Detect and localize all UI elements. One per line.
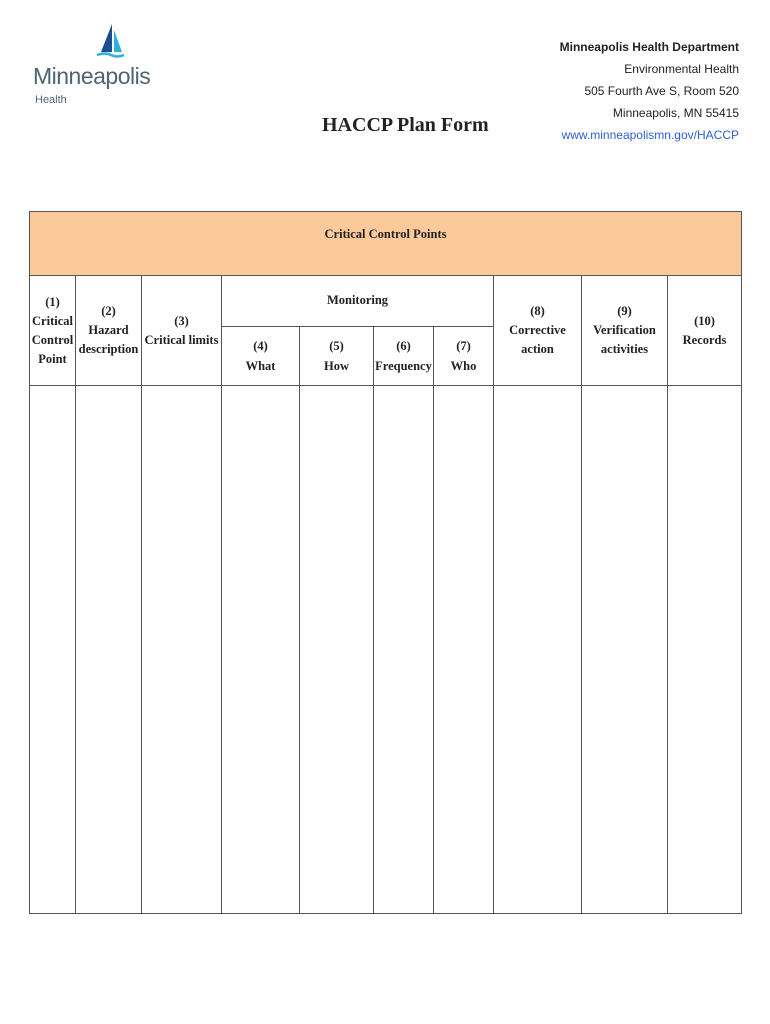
cell-critical-control-point[interactable]	[30, 386, 76, 914]
column-number: (2)	[101, 304, 116, 318]
column-label: Records	[682, 332, 727, 347]
column-label: Critical	[32, 313, 73, 328]
column-label: description	[78, 342, 139, 356]
critical-control-points-header	[30, 212, 742, 276]
band-title: Critical Control Points	[324, 227, 447, 241]
column-header-verification-activities	[582, 276, 668, 386]
column-header-critical-control-point	[30, 276, 76, 386]
column-number: (9)	[617, 304, 632, 318]
column-number: (7)	[456, 339, 471, 353]
column-header-frequency	[374, 327, 434, 386]
column-label: Hazard	[88, 323, 129, 337]
cell-who[interactable]	[434, 386, 494, 914]
column-label: Corrective action	[509, 323, 566, 356]
column-label: How	[324, 359, 349, 373]
cell-critical-limits[interactable]	[142, 386, 222, 914]
cell-what[interactable]	[222, 386, 300, 914]
column-number: (10)	[694, 313, 715, 328]
department-address	[560, 36, 739, 146]
column-header-who	[434, 327, 494, 386]
cell-how[interactable]	[300, 386, 374, 914]
column-header-critical-limits	[142, 276, 222, 386]
haccp-plan-table	[29, 211, 742, 914]
cell-hazard-description[interactable]	[76, 386, 142, 914]
column-number: (5)	[329, 339, 344, 353]
table-row	[30, 386, 742, 914]
monitoring-title: Monitoring	[326, 293, 389, 307]
column-header-records	[668, 276, 742, 386]
column-number: (4)	[253, 339, 268, 353]
street-address: 505 Fourth Ave S, Room 520	[584, 84, 739, 98]
column-label: activities	[600, 342, 649, 356]
page-title: HACCP Plan Form	[322, 114, 489, 136]
column-number: (1)	[45, 294, 60, 309]
cell-verification-activities[interactable]	[582, 386, 668, 914]
column-label: Control	[31, 332, 74, 347]
column-number: (3)	[174, 313, 189, 328]
cell-frequency[interactable]	[374, 386, 434, 914]
column-header-corrective-action	[494, 276, 582, 386]
department-name: Minneapolis Health Department	[559, 40, 739, 54]
column-label: What	[245, 359, 276, 373]
column-number: (8)	[530, 304, 545, 318]
division-name: Environmental Health	[624, 62, 739, 76]
column-label: Point	[38, 351, 67, 366]
column-label: Who	[450, 359, 477, 373]
cell-records[interactable]	[668, 386, 742, 914]
column-label: Verification	[593, 323, 656, 337]
column-header-hazard-description	[76, 276, 142, 386]
monitoring-group-header	[222, 276, 494, 327]
sailboat-icon	[95, 22, 125, 62]
logo-subtitle: Health	[35, 94, 67, 106]
cell-corrective-action[interactable]	[494, 386, 582, 914]
city-state-zip: Minneapolis, MN 55415	[612, 106, 739, 120]
minneapolis-health-logo	[33, 22, 151, 114]
website-link[interactable]: www.minneapolismn.gov/HACCP	[561, 128, 739, 142]
column-label: Critical limits	[144, 332, 219, 347]
logo-wordmark: Minneapolis	[33, 63, 151, 89]
column-header-what	[222, 327, 300, 386]
column-number: (6)	[396, 339, 411, 353]
column-label: Frequency	[375, 359, 432, 373]
column-header-how	[300, 327, 374, 386]
